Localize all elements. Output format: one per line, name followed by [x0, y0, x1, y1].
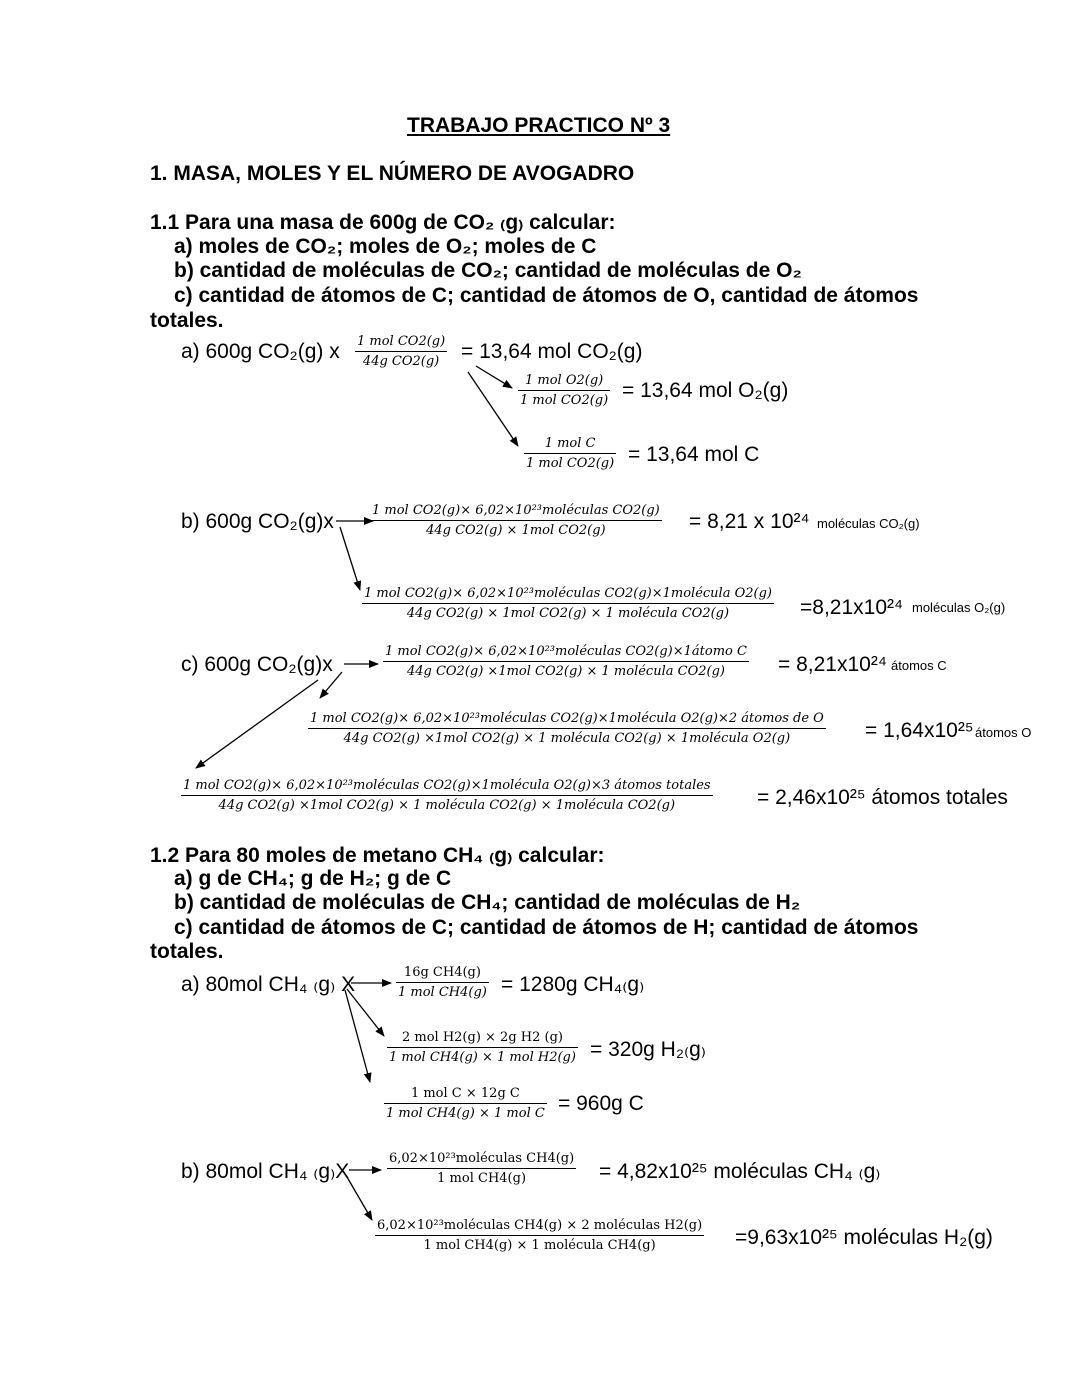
q1-2-a-lead: a) 80mol CH₄ ₍g₎ X [181, 973, 356, 996]
q1-1-c-result-2-unit: átomos O [975, 725, 1032, 740]
q1-2-b-result-1: = 4,82x10²⁵ moléculas CH₄ ₍g₎ [599, 1160, 881, 1183]
q1-1-c-result-3: = 2,46x10²⁵ átomos totales [757, 786, 1008, 809]
arrow-q1-2-a-c [345, 990, 370, 1082]
q1-2-a-fraction-2: 2 mol H2(g) × 2g H2 (g) 1 mol CH4(g) × 1 mol H2(g) [389, 1030, 576, 1065]
q1-1-a-result-3: = 13,64 mol C [628, 443, 760, 466]
arrow-q1-1-b-down [340, 527, 360, 590]
q1-1-item-c-cont: totales. [150, 309, 224, 332]
q1-2-b-fraction-1: 6,02×10²³moléculas CH4(g) 1 mol CH4(g) [389, 1151, 575, 1186]
q1-1-c-result-2: = 1,64x10²⁵ [865, 719, 974, 742]
q1-2-a-result-2: = 320g H₂₍g₎ [590, 1038, 706, 1061]
arrow-q1-2-b-down [347, 1177, 372, 1220]
q1-2-b-fraction-2: 6,02×10²³moléculas CH4(g) × 2 moléculas H2(g) 1 mol CH4(g) × 1 molécula CH4(g) [377, 1218, 703, 1253]
q1-1-b-result-1-unit: moléculas CO₂(g) [817, 516, 920, 531]
q1-2-a-result-1: = 1280g CH₄₍g₎ [501, 973, 645, 996]
section-heading: 1. MASA, MOLES Y EL NÚMERO DE AVOGADRO [150, 162, 635, 185]
q1-2-b-lead: b) 80mol CH₄ ₍g₎X [181, 1160, 350, 1183]
q1-1-item-b: b) cantidad de moléculas de CO₂; cantidad de moléculas de O₂ [174, 259, 802, 282]
q1-2-item-b: b) cantidad de moléculas de CH₄; cantidad de moléculas de H₂ [174, 891, 801, 914]
q1-1-a-result-1: = 13,64 mol CO₂(g) [461, 340, 643, 363]
q1-1-b-fraction-1: 1 mol CO2(g)× 6,02×10²³moléculas CO2(g) 44g CO2(g) × 1mol CO2(g) [372, 503, 660, 538]
q1-1-c-result-1-unit: átomos C [891, 658, 947, 673]
arrow-q1-1-a-c [468, 372, 518, 446]
q1-1-c-fraction-3: 1 mol CO2(g)× 6,02×10²³moléculas CO2(g)×1molécula O2(g)×3 átomos totales 44g CO2(g) ×1mol CO2(g) × 1 molécula CO2(g) × 1molécula CO2(g) [183, 778, 711, 813]
q1-1-b-result-1: = 8,21 x 10²⁴ [689, 510, 810, 533]
q1-2-a-result-3: = 960g C [558, 1092, 644, 1115]
page-title: TRABAJO PRACTICO Nº 3 [407, 114, 671, 137]
q1-1-c-fraction-1: 1 mol CO2(g)× 6,02×10²³moléculas CO2(g)×1átomo C 44g CO2(g) ×1mol CO2(g) × 1 molécula CO2(g) [385, 644, 747, 679]
q1-2-item-c-cont: totales. [150, 940, 224, 963]
q1-2-b-result-2: =9,63x10²⁵ moléculas H₂(g) [735, 1226, 993, 1249]
q1-2-intro: 1.2 Para 80 moles de metano CH₄ ₍g₎ calcular: [150, 844, 605, 867]
q1-1-b-lead: b) 600g CO₂(g)x [181, 510, 334, 533]
q1-1-a-fraction-2: 1 mol O2(g) 1 mol CO2(g) [520, 373, 609, 408]
q1-1-b-result-2: =8,21x10²⁴ [800, 596, 904, 619]
q1-2-a-fraction-3: 1 mol C × 12g C 1 mol CH4(g) × 1 mol C [386, 1086, 545, 1121]
q1-1-b-result-2-unit: moléculas O₂(g) [912, 600, 1006, 615]
arrow-q1-1-a-o2 [476, 366, 512, 388]
q1-1-a-lead: a) 600g CO₂(g) x [181, 340, 340, 363]
q1-1-c-result-1: = 8,21x10²⁴ [778, 653, 887, 676]
q1-1-b-fraction-2: 1 mol CO2(g)× 6,02×10²³moléculas CO2(g)×1molécula O2(g) 44g CO2(g) × 1mol CO2(g) × 1 molécula CO2(g) [364, 586, 772, 621]
q1-1-a-fraction-3: 1 mol C 1 mol CO2(g) [526, 436, 615, 471]
q1-1-item-a: a) moles de CO₂; moles de O₂; moles de C [174, 235, 597, 258]
q1-1-intro: 1.1 Para una masa de 600g de CO₂ ₍g₎ calcular: [150, 211, 616, 234]
q1-2-item-a: a) g de CH₄; g de H₂; g de C [174, 867, 452, 890]
q1-2-a-fraction-1: 16g CH4(g) 1 mol CH4(g) [398, 965, 487, 1000]
q1-1-c-lead: c) 600g CO₂(g)x [181, 653, 333, 676]
q1-1-a-result-2: = 13,64 mol O₂(g) [622, 379, 789, 402]
q1-2-item-c: c) cantidad de átomos de C; cantidad de átomos de H; cantidad de átomos [174, 916, 919, 939]
arrow-q1-1-c-total [196, 680, 318, 768]
q1-1-c-fraction-2: 1 mol CO2(g)× 6,02×10²³moléculas CO2(g)×1molécula O2(g)×2 átomos de O 44g CO2(g) ×1mol CO2(g) × 1 molécula CO2(g) × 1molécula O2(g) [310, 711, 824, 746]
q1-1-a-fraction-1: 1 mol CO2(g) 44g CO2(g) [357, 334, 446, 369]
q1-1-item-c: c) cantidad de átomos de C; cantidad de átomos de O, cantidad de átomos [174, 284, 919, 307]
